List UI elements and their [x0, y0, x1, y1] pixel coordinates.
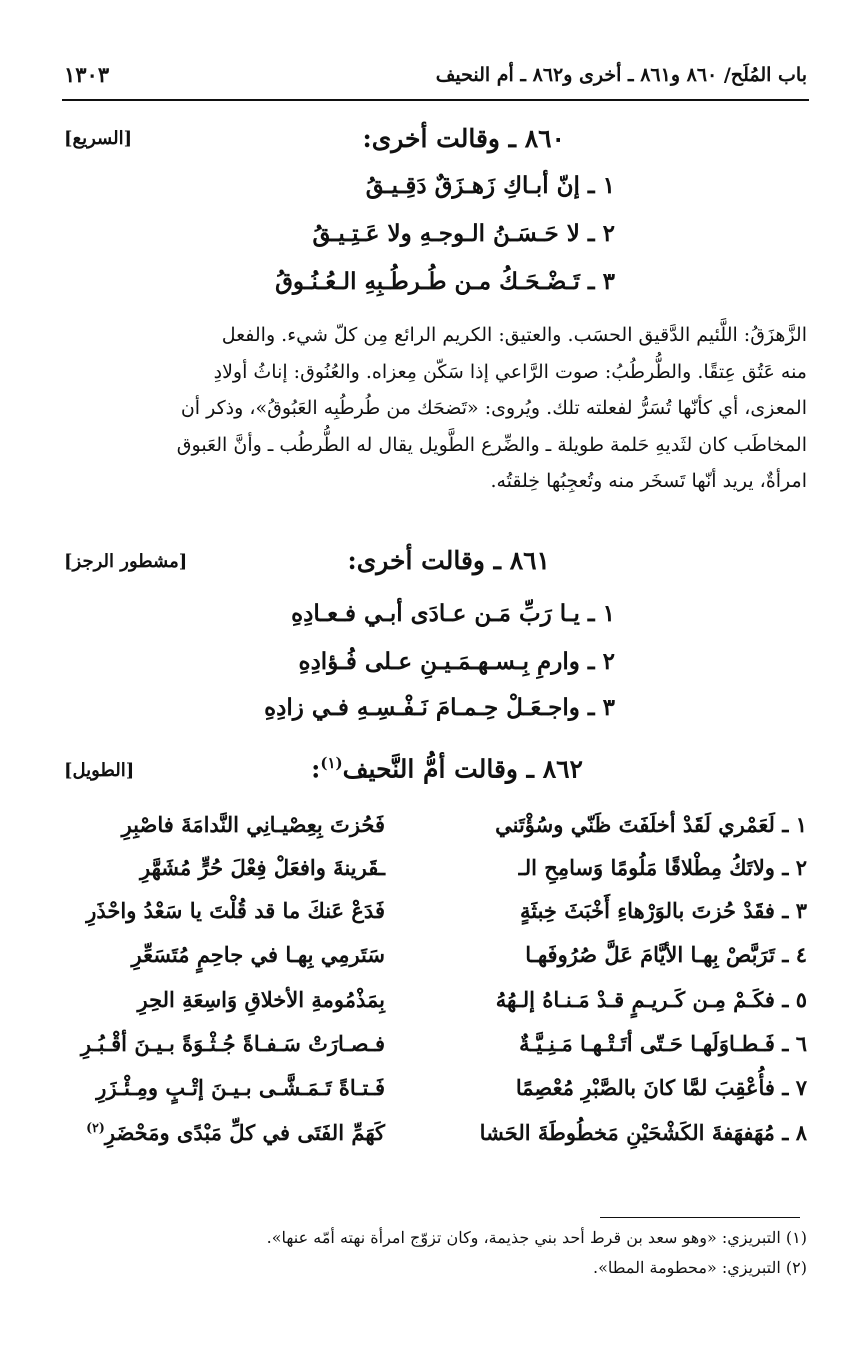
poem-862-verse-4-first: ٤ ـ تَرَبَّصْ بِهـا الأيَّامَ عَلَّ صُرُوفَهـا: [525, 942, 807, 967]
poem-862-verse-4-second: سَتَرمِي بِهـا في جاحِمٍ مُتَسَعِّرِ: [131, 942, 385, 967]
poem-862-heading: [311, 754, 583, 783]
poem-861-verse-3: ٣ ـ واجـعَـلْ حِـمـامَ نَـفْـسِـهِ فـي زادِهِ: [264, 694, 615, 721]
page-number: ١٣٠٣: [64, 62, 110, 87]
poem-861-meter: [مشطور الرجز]: [64, 551, 188, 572]
poem-862-verse-7-second: فَـتـاةً تَـمَـشَّـى بـيـنَ إتْـبٍ ومِـئْـزَرِ: [96, 1075, 385, 1100]
poem-862-heading-text: ٨٦٢ ـ وقالت أمُّ النَّحيف: [342, 754, 583, 784]
footnote-ref-1: (١): [320, 754, 343, 772]
footnote-2: (٢) التبريزي: «محطومة المطا».: [592, 1258, 807, 1277]
commentary-line: المعزى، أي كأنّها تُسَرُّ لفعلته تلك. ويُروى: «تَضحَك من طُرطُبِه العَبُوقُ»، وذكر أن: [180, 397, 807, 419]
poem-862-verse-8-first: ٨ ـ مُهَفهَفةَ الكَشْحَيْنِ مَخطُوطَةَ الحَشا: [479, 1120, 807, 1145]
poem-861-verse-1: ١ ـ يـا رَبِّ مَـن عـادَى أبـي فـعـادِهِ: [291, 600, 615, 627]
poem-862-verse-1-second: فَحُزتَ بِعِصْيـانِي النَّدامَةَ فاصْبِرِ: [121, 812, 385, 837]
poem-862-verse-3-first: ٣ ـ فقَدْ حُزتَ بالوَرْهاءِ أَخْبَثَ خِبثَةٍ: [520, 898, 807, 923]
poem-860-verse-3: ٣ ـ تَـضْـحَـكُ مـن طُـرطُـبِهِ الـعُـنُـوقُ: [275, 268, 615, 295]
poem-861-heading: ٨٦١ ـ وقالت أخرى:: [347, 546, 550, 575]
commentary-line: الزَّهزَقُ: اللَّئيم الدَّقيق الحسَب. والعتيق: الكريم الرائع مِن كلّ شيء. والفعل: [221, 324, 807, 346]
poem-862-verse-3-second: فَدَعْ عَنكَ ما قد قُلْتَ يا سَعْدُ واحْذَرِ: [86, 898, 385, 923]
poem-860-meter: [السريع]: [64, 128, 133, 149]
poem-860-heading: ٨٦٠ ـ وقالت أخرى:: [362, 124, 565, 153]
poem-860-verse-1: ١ ـ إنّ أبـاكِ زَهـزَقٌ دَقِـيـقُ: [365, 172, 615, 199]
poem-862-verse-8-second: [86, 1120, 385, 1145]
poem-862-verse-6-first: ٦ ـ فَـطـاوَلَهـا حَـتّى أتَـتْـهـا مَـنِـيَّـةٌ: [519, 1031, 807, 1056]
poem-862-verse-1-first: ١ ـ لَعَمْري لَقَدْ أخلَفَتَ ظَنّي وسُؤْتَني: [495, 812, 807, 837]
poem-862-verse-5-first: ٥ ـ فكَـمْ مِـن كَـريـمٍ قـدْ مَـنـاهُ إلـهُهُ: [495, 987, 807, 1012]
poem-862-verse-8-second-text: كَهَمِّ الفَتَى في كلِّ مَبْدًى ومَحْضَرِ: [104, 1120, 385, 1145]
commentary-line: المخاطَب كان لثَديهِ حَلمة طويلة ـ والضِّرع الطَّويل يقال له الطُّرطُب ـ وأنَّ العَبوق: [176, 433, 807, 456]
poem-862-verse-5-second: بِمَذْمُومةِ الأخلاقِ وَاسِعَةِ الحِرِ: [137, 987, 385, 1012]
commentary-line: امرأةٌ، يريد أنّها تَسخَر منه وتُعجِبُها خِلقتُه.: [490, 470, 807, 492]
poem-862-verse-2-first: ٢ ـ ولاتَكُ مِطْلاقًا مَلُومًا وَسامِحِ الـ: [518, 855, 807, 880]
poem-862-verse-6-second: فـصـارَتْ سَـفـاةً جُـثْـوَةً بـيـنَ أقْـبُـرِ: [80, 1031, 385, 1056]
poem-862-verse-2-second: ـقَرينةَ وافعَلْ فِعْلَ حُرٍّ مُشَهَّرِ: [140, 855, 385, 880]
poem-862-heading-colon: :: [311, 754, 321, 784]
poem-862-meter: [الطويل]: [64, 760, 135, 781]
running-title: باب المُلَح/ ٨٦٠ و٨٦١ ـ أخرى و٨٦٢ ـ أم النحيف: [435, 64, 807, 86]
poem-862-verse-7-first: ٧ ـ فأُعْقِبَ لمَّا كانَ بالصَّبْرِ مُعْصِمًا: [515, 1075, 807, 1100]
header-rule: [62, 99, 809, 101]
poem-861-verse-2: ٢ ـ وارمِ بِـسـهـمَـيـنِ عـلى فُـؤادِهِ: [298, 648, 615, 675]
footnote-rule: [600, 1217, 800, 1218]
footnote-1: (١) التبريزي: «وهو سعد بن قرط أحد بني جذيمة، وكان تزوّج امرأة نهته أمّه عنها».: [266, 1228, 807, 1247]
footnote-ref-2: (٢): [86, 1120, 105, 1135]
poem-860-commentary: [64, 317, 807, 500]
commentary-line: منه عَتُق عِتقًا. والطُّرطُبُ: صوت الرَّاعي إذا سَكّن مِعزاه. والعُنُوق: إناثُ أولادِ: [213, 360, 807, 383]
poem-860-verse-2: ٢ ـ لا حَـسَـنُ الـوجـهِ ولا عَـتِـيـقُ: [312, 220, 615, 247]
